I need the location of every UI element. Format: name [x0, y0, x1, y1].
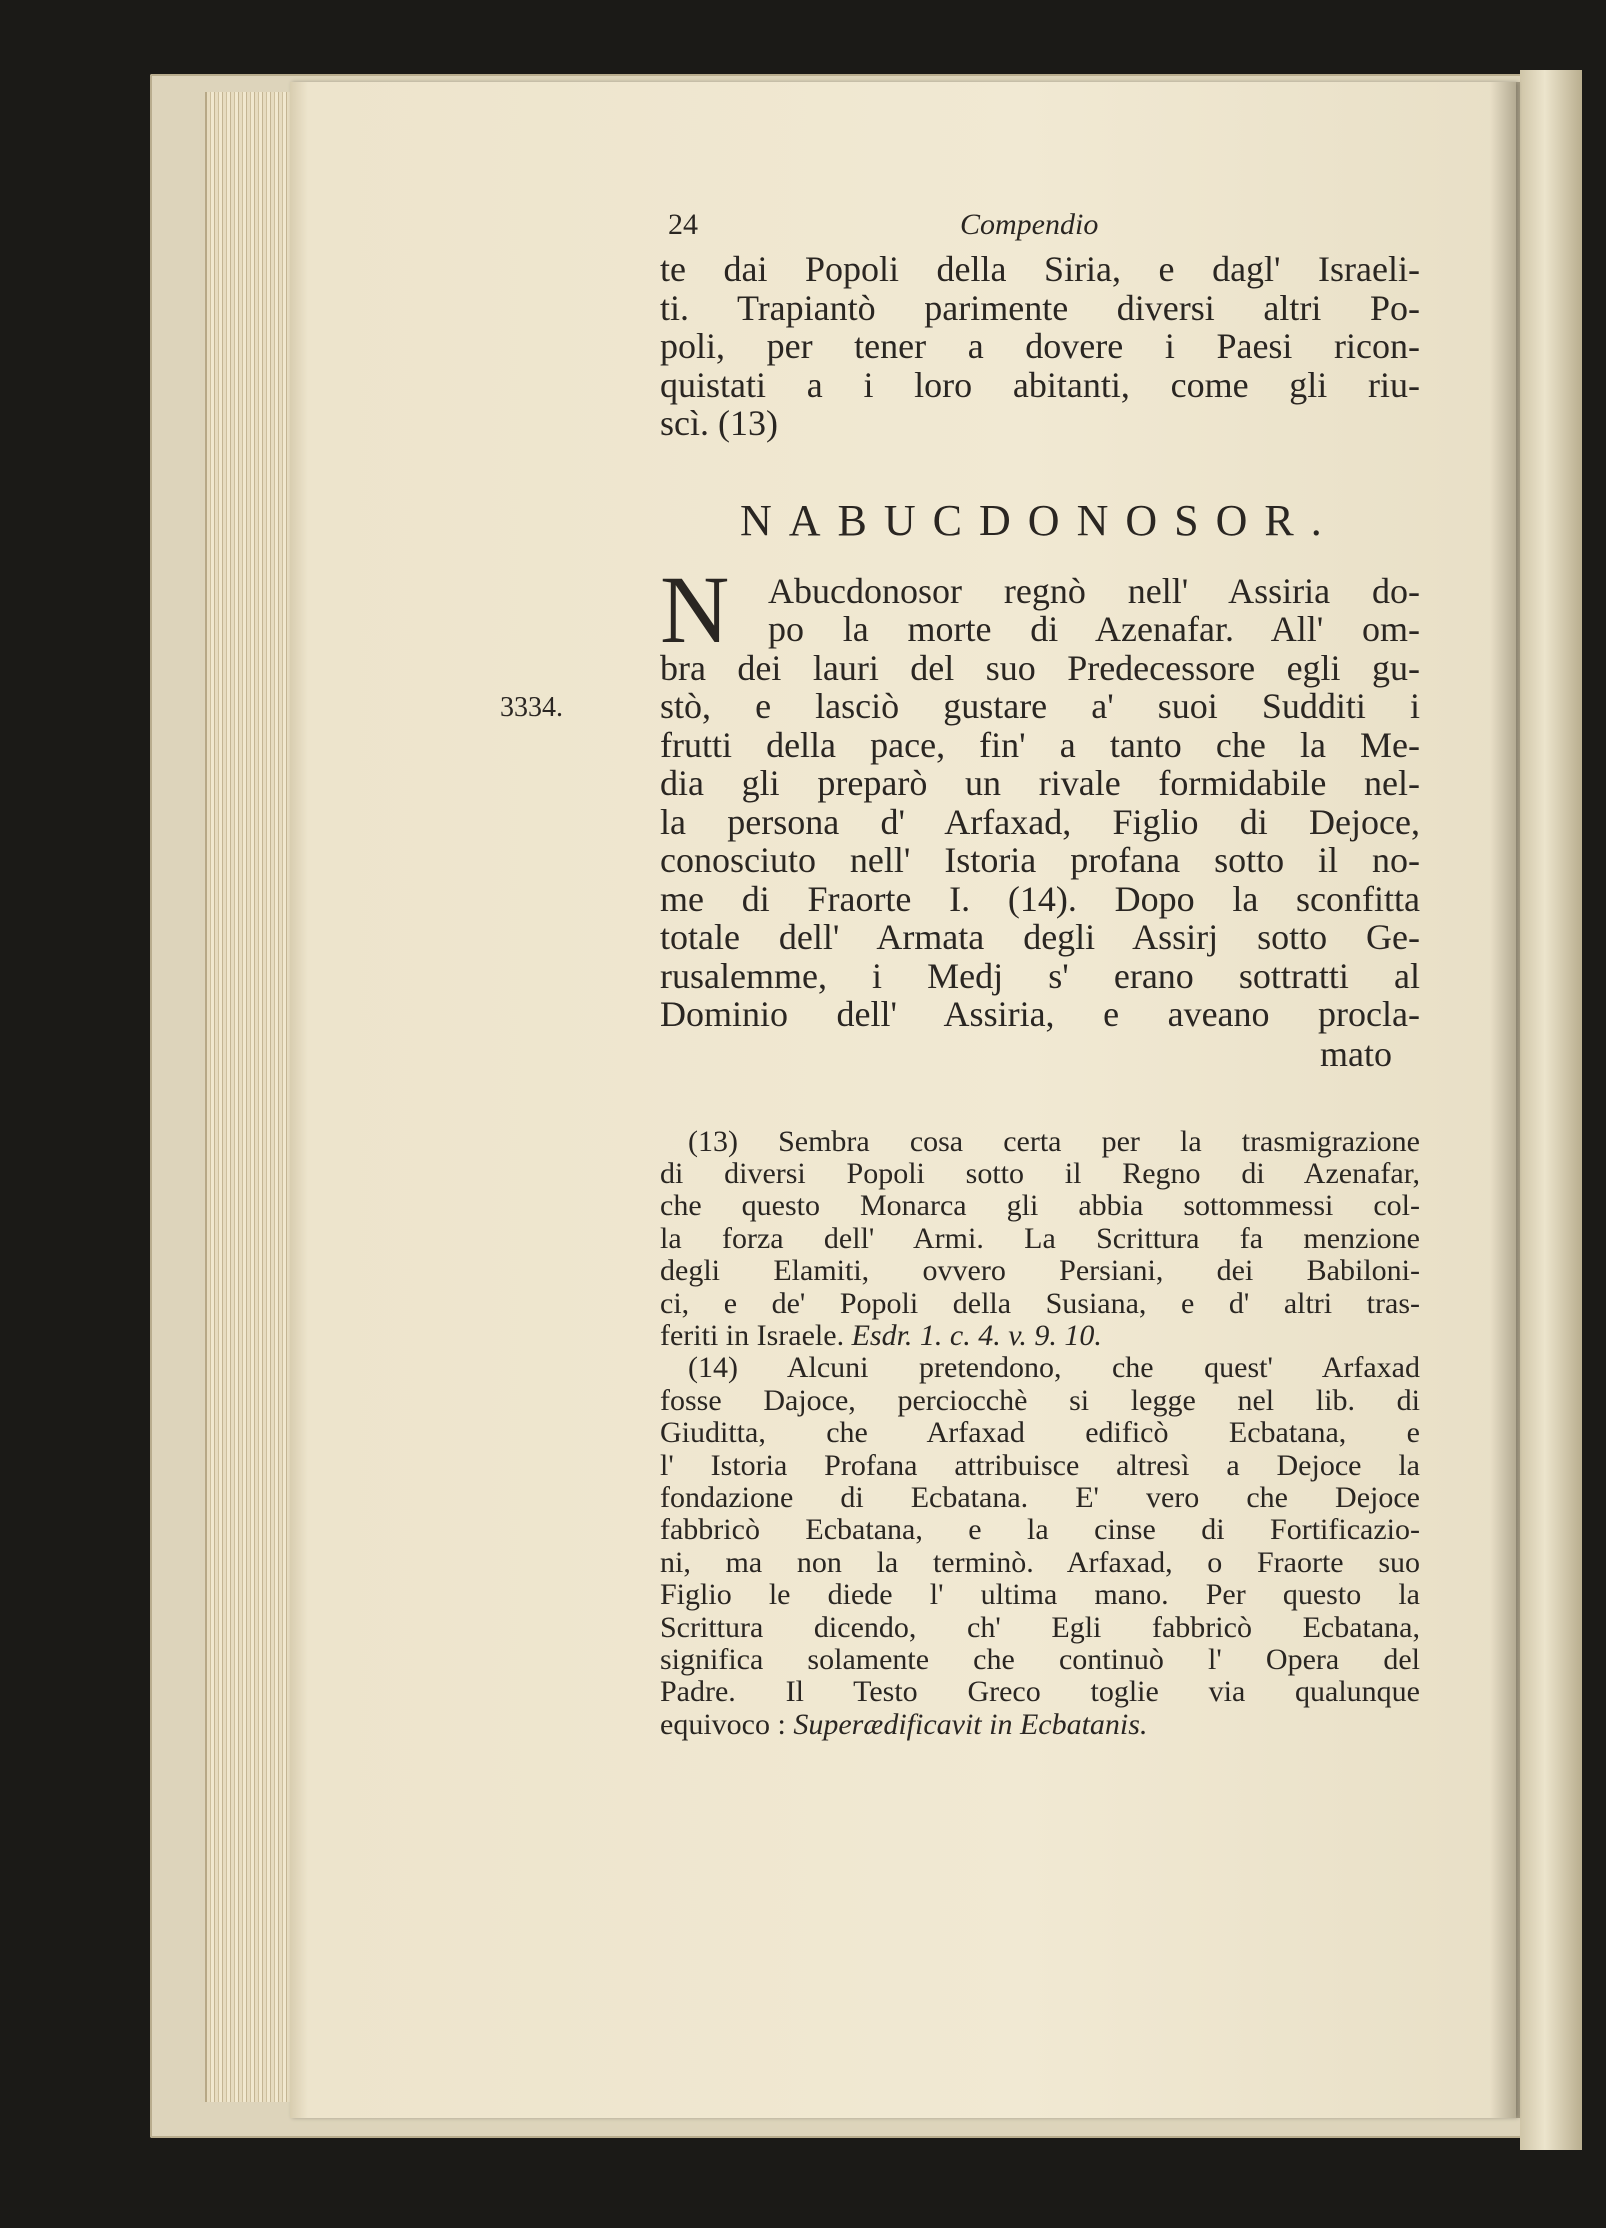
section-title: NABUCDONOSOR.: [740, 495, 1339, 545]
footnote-line: Giuditta, che Arfaxad edificò Ecbatana, e: [660, 1416, 1420, 1450]
footnote-line: l' Istoria Profana attribuisce altresì a Dejoce la: [660, 1448, 1420, 1482]
margin-year-note: 3334.: [500, 692, 563, 723]
text-line: totale dell' Armata degli Assirj sotto Ge-: [660, 917, 1420, 957]
footnote-line: ci, e de' Popoli della Susiana, e d' altri tras-: [660, 1286, 1420, 1320]
text-line: Abucdonosor regnò nell' Assiria do-: [768, 570, 1420, 611]
page-content: [660, 208, 1420, 1741]
footnote-line: Figlio le diede l' ultima mano. Per questo la: [660, 1578, 1420, 1612]
text-line: me di Fraorte I. (14). Dopo la sconfitta: [660, 878, 1420, 919]
text-line: te dai Popoli della Siria, e dagl' Israeli-: [660, 249, 1420, 289]
page-number: 24: [668, 208, 698, 241]
text-line: quistati a i loro abitanti, come gli riu-: [660, 364, 1420, 405]
footnote-line: di diversi Popoli sotto il Regno di Azenafar,: [660, 1156, 1420, 1190]
text-line: frutti della pace, fin' a tanto che la Me-: [660, 724, 1420, 765]
book-spine-edge: [1520, 70, 1582, 2150]
footnote-line: (13) Sembra cosa certa per la trasmigrazione: [688, 1124, 1420, 1158]
footnotes: [660, 1126, 1420, 1742]
gutter-shadow: [1490, 82, 1520, 2118]
text-line: scì. (13): [660, 403, 778, 443]
footnote-line: Padre. Il Testo Greco toglie via qualunque: [660, 1675, 1420, 1709]
footnote-line: [660, 1709, 1420, 1741]
running-header: [660, 208, 1420, 250]
running-title: Compendio: [960, 208, 1099, 241]
footnote-line: degli Elamiti, ovvero Persiani, dei Babiloni-: [660, 1254, 1420, 1288]
text-line: bra dei lauri del suo Predecessore egli gu-: [660, 647, 1420, 688]
main-paragraph: [660, 555, 1420, 1074]
footnote-text: equivoco :: [660, 1707, 786, 1741]
text-line: stò, e lasciò gustare a' suoi Sudditi i: [660, 686, 1420, 726]
footnote-line: Scrittura dicendo, ch' Egli fabbricò Ecbatana,: [660, 1610, 1420, 1644]
footnote-line: che questo Monarca gli abbia sottommessi col-: [660, 1189, 1420, 1223]
page-edges: [205, 92, 293, 2102]
drop-cap: N: [660, 555, 730, 663]
footnote-line: fondazione di Ecbatana. E' vero che Dejoce: [660, 1480, 1420, 1514]
catchword: mato: [1320, 1033, 1392, 1074]
intro-paragraph: [660, 250, 1420, 443]
text-line: dia gli preparò un rivale formidabile nel-: [660, 763, 1420, 803]
footnote-line: la forza dell' Armi. La Scrittura fa menzione: [660, 1221, 1420, 1255]
footnote-13: [660, 1126, 1420, 1353]
scripture-reference: Esdr. 1. c. 4. v. 9. 10.: [851, 1318, 1102, 1352]
footnote-line: significa solamente che continuò l' Opera del: [660, 1643, 1420, 1676]
text-line: po la morte di Azenafar. All' om-: [768, 609, 1420, 649]
text-line: conosciuto nell' Istoria profana sotto il no-: [660, 840, 1420, 880]
text-line: poli, per tener a dovere i Paesi ricon-: [660, 326, 1420, 366]
footnote-line: [660, 1320, 1420, 1352]
text-line: rusalemme, i Medj s' erano sottratti al: [660, 955, 1420, 996]
text-line: la persona d' Arfaxad, Figlio di Dejoce,: [660, 801, 1420, 842]
footnote-line: (14) Alcuni pretendono, che quest' Arfaxad: [688, 1351, 1420, 1385]
footnote-line: fosse Dajoce, perciocchè si legge nel lib. di: [660, 1383, 1420, 1417]
latin-quote: Superædificavit in Ecbatanis.: [793, 1707, 1148, 1741]
text-line: ti. Trapiantò parimente diversi altri Po-: [660, 287, 1420, 328]
footnote-14: [660, 1352, 1420, 1741]
footnote-line: fabbricò Ecbatana, e la cinse di Fortificazio-: [660, 1513, 1420, 1547]
footnote-line: ni, ma non la terminò. Arfaxad, o Fraorte suo: [660, 1545, 1420, 1579]
footnote-text: feriti in Israele.: [660, 1318, 845, 1352]
text-line: Dominio dell' Assiria, e aveano procla-: [660, 994, 1420, 1034]
